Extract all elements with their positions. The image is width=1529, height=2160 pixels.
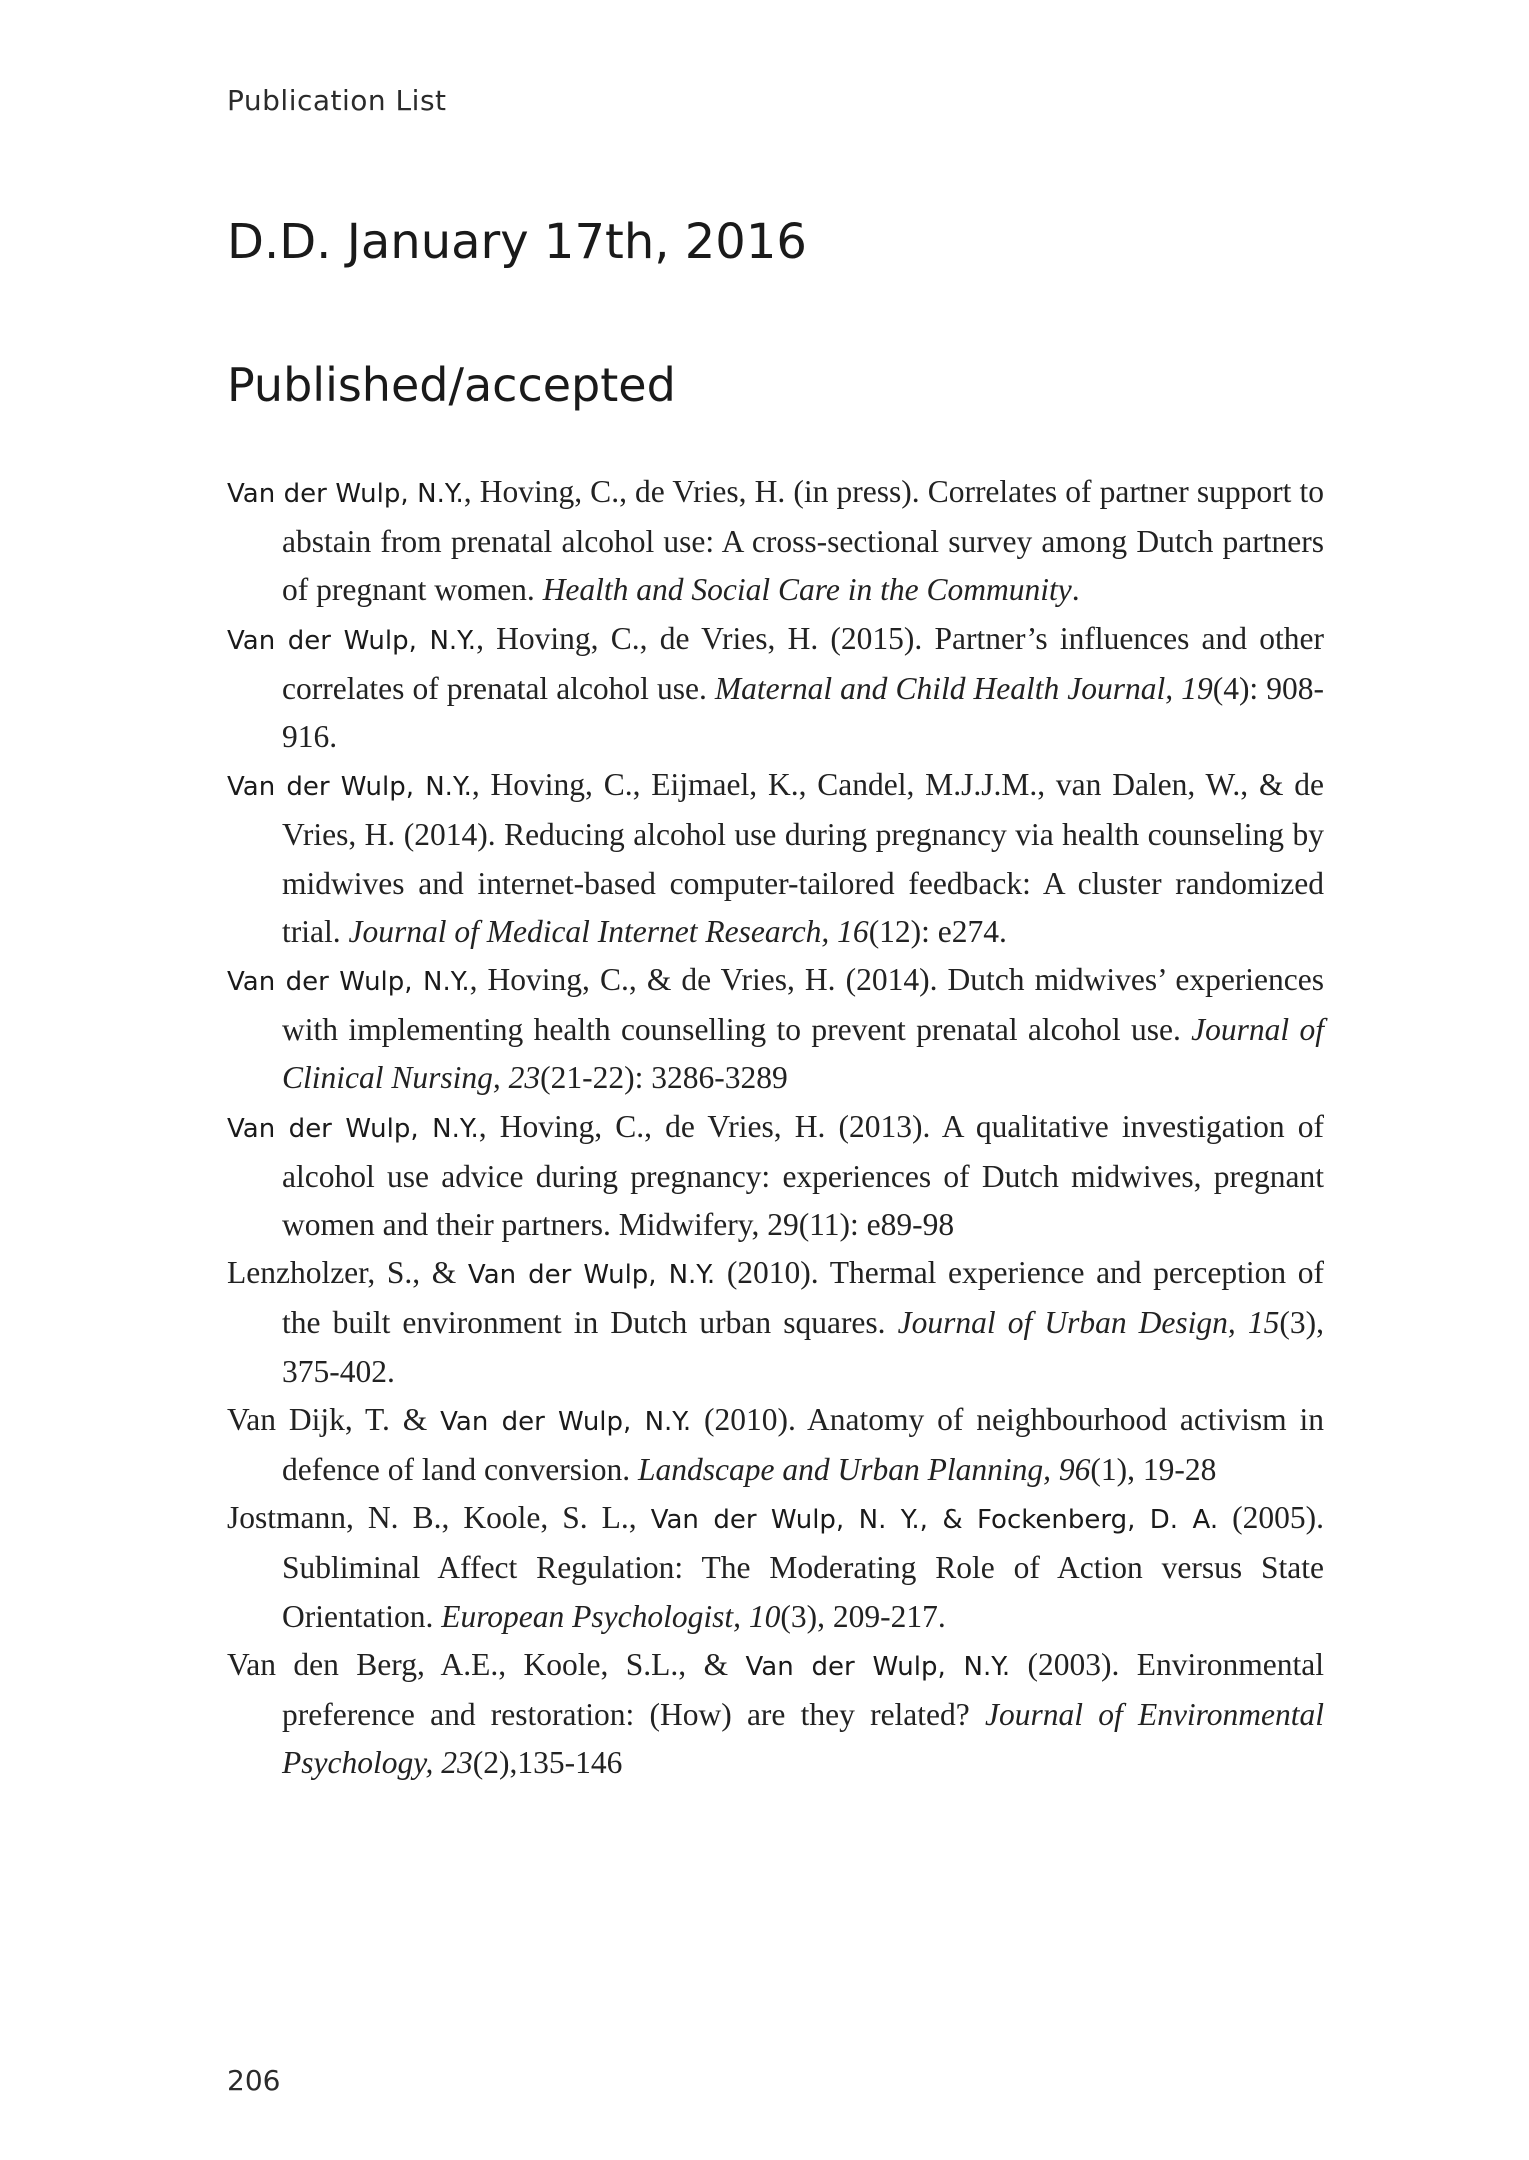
reference-pre: Jostmann, N. B., Koole, S. L., — [227, 1500, 651, 1536]
page-number: 206 — [227, 2064, 281, 2097]
reference-tail: (3), 375-402. — [282, 1305, 1324, 1389]
reference-pre: Van Dijk, T. & — [227, 1401, 441, 1437]
reference-tail: (2),135-146 — [472, 1745, 623, 1781]
reference-item — [227, 1396, 1324, 1494]
reference-pre: Lenzholzer, S., & — [227, 1255, 468, 1291]
reference-journal: Journal of Environmental Psychology, 23 — [282, 1697, 1324, 1781]
reference-body: (2003). Environmental preference and restoration: (How) are they related? — [282, 1646, 1324, 1733]
reference-author: Van der Wulp, N.Y. — [745, 1651, 1011, 1682]
reference-author: Van der Wulp, N.Y. — [467, 1260, 716, 1291]
section-title: Published/accepted — [227, 358, 676, 412]
reference-journal: Landscape and Urban Planning, 96 — [637, 1452, 1091, 1488]
reference-tail: (3), 209-217. — [780, 1598, 946, 1634]
date-title: D.D. January 17th, 2016 — [227, 214, 807, 270]
reference-item — [227, 468, 1324, 615]
reference-body: , Hoving, C., Eijmael, K., Candel, M.J.J.M., van Dalen, W., & de Vries, H. (2014). Reducing alcohol use during pregnancy via health counseling by midwives and internet-based computer-tailored feedback: A cluster randomized trial. — [282, 767, 1324, 949]
reference-body: , Hoving, C., de Vries, H. (in press). Correlates of partner support to abstain from prenatal alcohol use: A cross-sectional survey among Dutch partners of pregnant women. — [282, 474, 1325, 608]
reference-author: Van der Wulp, N.Y. — [440, 1406, 692, 1437]
reference-tail: . — [1071, 572, 1080, 608]
reference-journal: Journal of Medical Internet Research, 16 — [348, 913, 869, 949]
reference-body: (2010). Thermal experience and perception of the built environment in Dutch urban squares. — [282, 1255, 1324, 1341]
reference-item — [227, 1494, 1324, 1641]
reference-journal: Maternal and Child Health Journal, 19 — [714, 670, 1213, 706]
reference-tail: (21-22): 3286-3289 — [540, 1060, 788, 1096]
reference-author: Van der Wulp, N.Y. — [227, 967, 470, 998]
reference-item — [227, 1249, 1324, 1396]
reference-body: (2010). Anatomy of neighbourhood activism in defence of land conversion. — [282, 1401, 1324, 1488]
reference-journal: Health and Social Care in the Community — [542, 572, 1072, 608]
reference-body: , Hoving, C., & de Vries, H. (2014). Dutch midwives’ experiences with implementing health counselling to prevent prenatal alcohol use. — [282, 962, 1324, 1048]
reference-body: , Hoving, C., de Vries, H. (2013). A qualitative investigation of alcohol use advice during pregnancy: experiences of Dutch midwives, pregnant women and their partners. Midwifery, 29(11): e89-98 — [282, 1108, 1324, 1243]
reference-item — [227, 1641, 1324, 1788]
reference-body: , Hoving, C., de Vries, H. (2015). Partner’s influences and other correlates of prenatal alcohol use. — [282, 620, 1324, 706]
reference-pre: Van den Berg, A.E., Koole, S.L., & — [227, 1646, 746, 1682]
reference-author: Van der Wulp, N.Y. — [227, 772, 472, 803]
reference-author: Van der Wulp, N.Y. — [227, 625, 477, 656]
reference-tail: (1), 19-28 — [1090, 1452, 1217, 1488]
reference-author: Van der Wulp, N.Y. — [227, 1113, 479, 1144]
reference-tail: (12): e274. — [868, 913, 1007, 949]
reference-body: (2005). Subliminal Affect Regulation: The Moderating Role of Action versus State Orientation. — [282, 1500, 1324, 1634]
reference-journal: Journal of Clinical Nursing, 23 — [282, 1012, 1325, 1096]
reference-list — [227, 468, 1324, 1787]
reference-tail: (4): 908-916. — [282, 670, 1324, 755]
reference-item — [227, 1103, 1324, 1250]
reference-item — [227, 761, 1324, 956]
reference-item — [227, 956, 1324, 1103]
reference-journal: European Psychologist, 10 — [441, 1598, 781, 1634]
running-head: Publication List — [227, 84, 447, 117]
reference-journal: Journal of Urban Design, 15 — [897, 1305, 1280, 1341]
reference-item — [227, 615, 1324, 762]
reference-author: Van der Wulp, N.Y. — [227, 479, 464, 509]
reference-author: Van der Wulp, N. Y., & Fockenberg, D. A. — [650, 1505, 1219, 1536]
